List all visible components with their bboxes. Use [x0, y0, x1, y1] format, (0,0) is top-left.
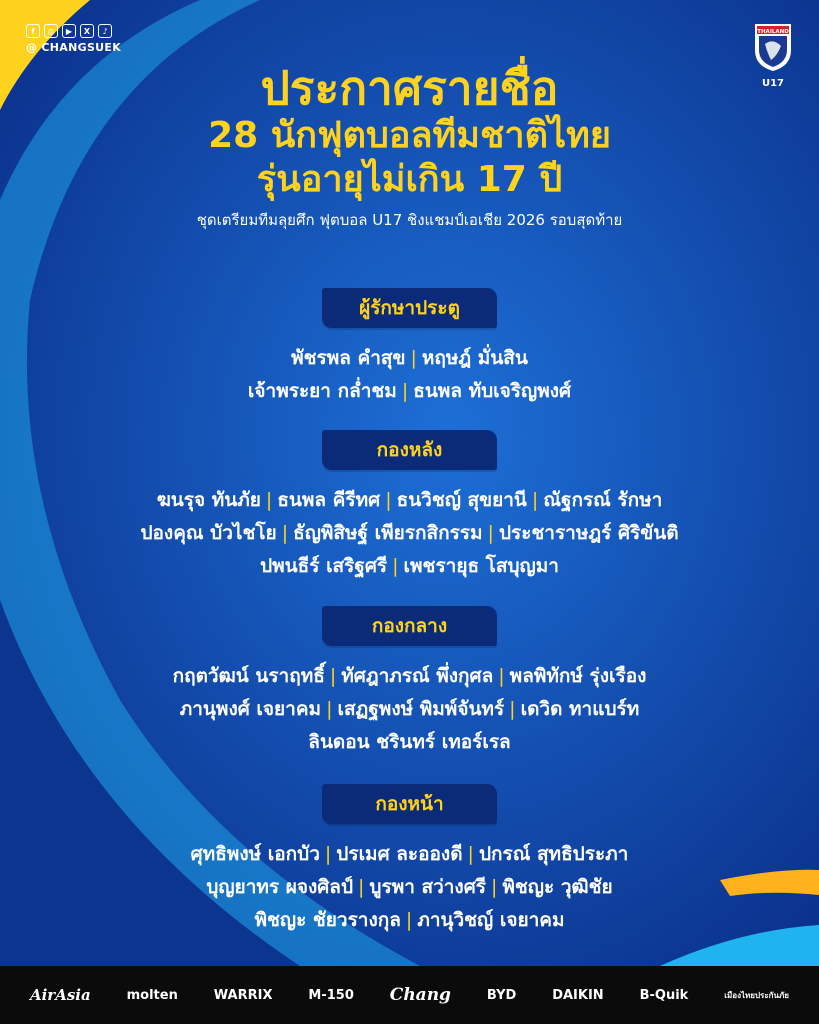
player-name: หฤษฎ์ มั่นสิน — [421, 347, 528, 369]
sponsor-m150[interactable]: M-150 — [308, 987, 354, 1003]
player-name: ศุทธิพงษ์ เอกบัว — [190, 843, 320, 865]
name-row — [0, 517, 819, 550]
player-name: ภานุพงศ์ เจยาคม — [179, 698, 322, 720]
section-label-defenders: กองหลัง — [322, 430, 497, 470]
player-name: เจ้าพระยา กล่ำชม — [247, 380, 397, 402]
name-separator: | — [385, 489, 392, 511]
sponsor-muangthai[interactable]: เมืองไทยประกันภัย — [724, 990, 789, 1000]
name-row — [0, 375, 819, 408]
crest-label: U17 — [761, 78, 785, 89]
name-separator: | — [498, 665, 505, 687]
names-defenders — [0, 484, 819, 583]
title-line-1: ประกาศรายชื่อ — [260, 61, 559, 115]
sponsor-bar — [0, 966, 819, 1024]
sponsor-daikin[interactable]: DAIKIN — [552, 987, 604, 1003]
name-separator: | — [358, 876, 365, 898]
name-row — [0, 871, 819, 904]
section-goalkeepers — [0, 288, 819, 408]
header — [0, 62, 819, 232]
player-name: ปรเมศ ละอองดี — [336, 843, 463, 865]
section-label-midfielders: กองกลาง — [322, 606, 497, 646]
instagram-icon[interactable]: ◎ — [44, 24, 58, 38]
sponsor-warrix[interactable]: WARRIX — [213, 987, 273, 1003]
tiktok-icon[interactable]: ♪ — [98, 24, 112, 38]
section-label-goalkeepers: ผู้รักษาประตู — [322, 288, 497, 328]
facebook-icon[interactable]: f — [26, 24, 40, 38]
social-handle: @ CHANGSUEK — [26, 41, 122, 54]
subtitle: ชุดเตรียมทีมลุยศึก ฟุตบอล U17 ชิงแชมป์เอเชีย 2026 รอบสุดท้าย — [196, 211, 623, 229]
crest-country: THAILAND — [757, 29, 789, 35]
name-row — [0, 342, 819, 375]
player-name: ณัฐกรณ์ รักษา — [543, 489, 663, 511]
player-name: ฆนรุจ ทันภัย — [156, 489, 261, 511]
player-name: ลินดอน ชรินทร์ เทอร์เรล — [308, 731, 511, 753]
player-name: เพชรายุธ โสบุญมา — [403, 555, 559, 577]
player-name: บุญยาทร ผจงศิลป์ — [206, 876, 354, 898]
name-separator: | — [324, 843, 332, 865]
name-separator: | — [401, 380, 409, 402]
player-name: ปองคุณ บัวไชโย — [140, 522, 277, 544]
player-name: ปพนธีร์ เสริฐศรี — [260, 555, 388, 577]
section-label-forwards: กองหน้า — [322, 784, 497, 824]
name-separator: | — [329, 665, 337, 687]
sponsor-byd[interactable]: BYD — [486, 987, 517, 1003]
names-midfielders — [0, 660, 819, 759]
name-separator: | — [490, 876, 498, 898]
name-row — [0, 726, 819, 759]
names-goalkeepers — [0, 342, 819, 408]
player-name: บูรพา สว่างศรี — [369, 876, 486, 898]
player-name: พิชญะ วุฒิชัย — [502, 876, 613, 898]
name-separator: | — [265, 489, 273, 511]
name-row — [0, 904, 819, 937]
player-name: ภานุวิชญ์ เจยาคม — [417, 909, 565, 931]
sponsor-chang[interactable]: Chang — [389, 985, 451, 1005]
player-name: ธัญพิสิษฐ์ เพียรกสิกรรม — [293, 522, 483, 544]
player-name: พิชญะ ชัยวรางกุล — [254, 909, 401, 931]
player-name: พัชรพล คำสุข — [291, 347, 406, 369]
player-name: ธนพล คีรีทศ — [277, 489, 381, 511]
player-name: เดวิด ทาแบร์ท — [520, 698, 640, 720]
names-forwards — [0, 838, 819, 937]
name-separator: | — [467, 843, 474, 865]
social-icons — [26, 24, 121, 38]
sponsor-molten[interactable]: molten — [126, 987, 178, 1003]
section-midfielders — [0, 606, 819, 759]
player-name: ทัศฎาภรณ์ พึ่งกุศล — [341, 665, 494, 687]
name-separator: | — [509, 698, 516, 720]
x-icon[interactable]: X — [80, 24, 94, 38]
name-separator: | — [281, 522, 289, 544]
name-row — [0, 660, 819, 693]
name-row — [0, 693, 819, 726]
player-name: ธนพล ทับเจริญพงศ์ — [413, 380, 572, 402]
player-name: กฤตวัฒน์ นราฤทธิ์ — [172, 665, 325, 687]
player-name: ปกรณ์ สุทธิประภา — [478, 843, 629, 865]
title-line-3: รุ่นอายุไม่เกิน 17 ปี — [256, 159, 563, 200]
section-defenders — [0, 430, 819, 583]
name-row — [0, 550, 819, 583]
name-row — [0, 484, 819, 517]
title-line-2: 28 นักฟุตบอลทีมชาติไทย — [208, 115, 611, 156]
name-separator: | — [326, 698, 333, 720]
sponsor-airasia[interactable]: AirAsia — [29, 986, 91, 1004]
section-forwards — [0, 784, 819, 937]
social-block — [26, 24, 121, 54]
youtube-icon[interactable]: ▶ — [62, 24, 76, 38]
sponsor-bquik[interactable]: B-Quik — [639, 987, 689, 1003]
player-name: ประชาราษฎร์ ศิริขันติ — [498, 522, 679, 544]
name-separator: | — [405, 909, 413, 931]
player-name: พลพิทักษ์ รุ่งเรือง — [509, 665, 647, 687]
name-separator: | — [410, 347, 417, 369]
player-name: เสฏฐพงษ์ พิมพ์จันทร์ — [337, 698, 505, 720]
name-separator: | — [392, 555, 399, 577]
name-separator: | — [487, 522, 494, 544]
player-name: ธนวิชญ์ สุขยานี — [396, 489, 527, 511]
name-row — [0, 838, 819, 871]
name-separator: | — [531, 489, 539, 511]
